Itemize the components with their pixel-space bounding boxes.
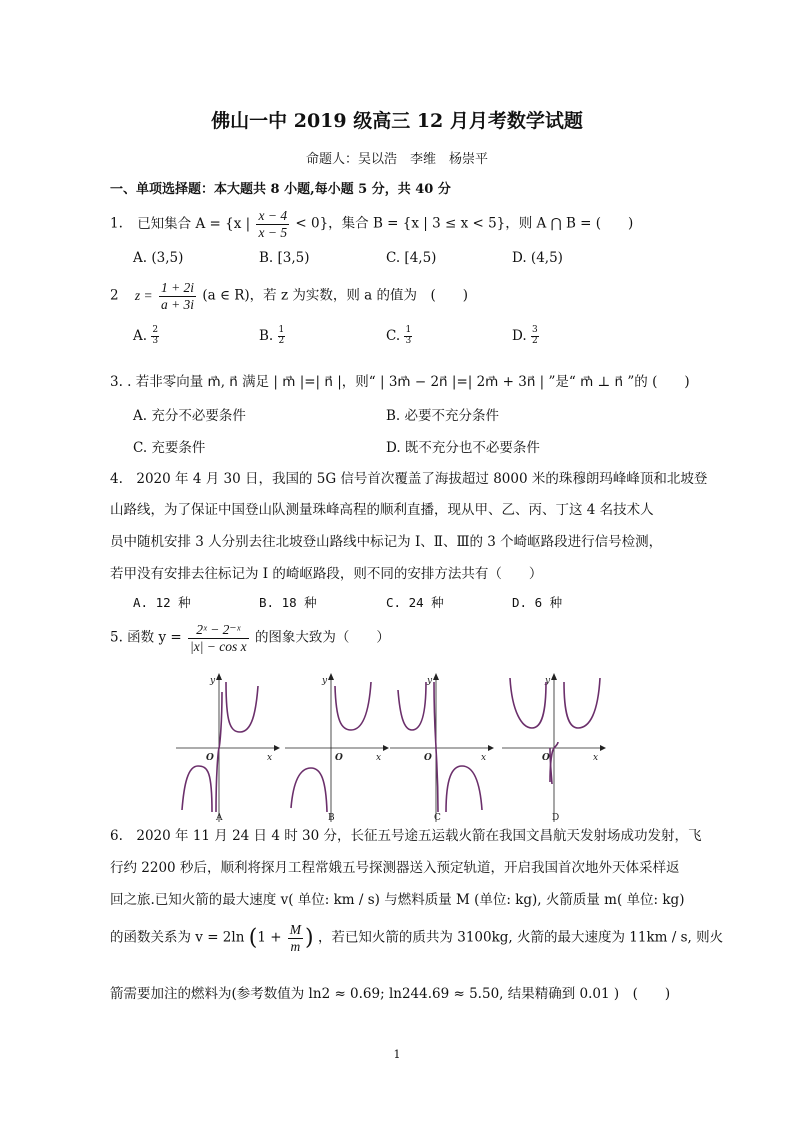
q4-option-a: A. 12 种 (133, 595, 191, 610)
q3-option-d: D. 既不充分也不必要条件 (386, 440, 540, 456)
page-title: 佛山一中 2019 级高三 12 月月考数学试题 (211, 110, 583, 132)
q2-option-c (386, 326, 412, 347)
graph-d-curve-right (564, 678, 600, 728)
graph-b-origin: O (335, 753, 343, 763)
q3-option-c: C. 充要条件 (133, 440, 206, 456)
question-2 (110, 280, 468, 312)
graph-a (176, 672, 280, 822)
question-4-line-1: 4. 2020 年 4 月 30 日，我国的 5G 信号首次覆盖了海拔超过 8000 米的珠穆朗玛峰峰顶和北坡登 (110, 471, 708, 487)
question-6-line-4: 的函数关系为 v = 2ln (1 + $\frac{M}{m}$ ) ，若已知火箭的质共为 3100kg, 火箭的最大速度为 11km / s, 则火 (110, 922, 724, 954)
q2-d-den: 2 (531, 335, 538, 346)
q2-option-c-frac (404, 326, 412, 347)
q6-frac-numerator: M (289, 922, 302, 937)
q2-c-den: 3 (405, 335, 412, 346)
q2-d-num: 3 (531, 325, 538, 335)
q1-number: 1. (110, 215, 123, 232)
graph-a-curve-right (226, 682, 258, 732)
q2-c-num: 1 (405, 325, 412, 335)
graph-c-letter: C (434, 813, 441, 822)
q5-fraction (188, 622, 249, 654)
q5-frac-denominator: |x| − cos x (190, 638, 247, 654)
graph-d-curve-left (510, 678, 546, 728)
q2-a-den: 3 (152, 335, 159, 346)
graph-b-letter: B (328, 813, 335, 822)
q1-option-d: D. (4,5) (512, 250, 563, 266)
question-1 (110, 208, 633, 240)
q2-fraction (159, 280, 196, 312)
q5-text-b: 的图象大致为（ ） (254, 629, 390, 646)
q1-option-a: A. (3,5) (133, 250, 184, 266)
question-4-line-4: 若甲没有安排去往标记为 Ⅰ 的崎岖路段，则不同的安排方法共有（ ） (110, 566, 543, 582)
question-4-line-3: 员中随机安排 3 人分别去往北坡登山路线中标记为 Ⅰ、Ⅱ、Ⅲ的 3 个崎岖路段进行信号检测， (110, 534, 663, 550)
q1-frac-numerator: x − 4 (258, 208, 288, 223)
graph-d-x-label: x (593, 753, 599, 763)
q5-frac-numerator: 2ˣ − 2⁻ˣ (188, 622, 249, 639)
q2-option-b (259, 326, 285, 347)
question-6-line-3: 回之旅.已知火箭的最大速度 v( 单位: km / s) 与燃料质量 M (单位: kg), 火箭质量 m( 单位: kg) (110, 892, 685, 908)
q2-text-a: z = (134, 287, 153, 303)
q3-option-a: A. 充分不必要条件 (133, 408, 246, 424)
graph-b-curve-right (335, 682, 371, 730)
q2-b-num: 1 (278, 325, 285, 335)
q3-option-b: B. 必要不充分条件 (386, 408, 500, 424)
question-4-line-2: 山路线，为了保证中国登山队测量珠峰高程的顺利直播，现从甲、乙、丙、丁这 4 名技术人 (110, 502, 654, 518)
graph-c-y-label: y (427, 676, 433, 686)
graph-c-x-label: x (481, 753, 487, 763)
graph-a-letter: A (216, 813, 223, 822)
question-6-line-5: 箭需要加注的燃料为(参考数值为 ln2 ≈ 0.69; ln244.69 ≈ 5.50, 结果精确到 0.01 ) ( ) (110, 986, 671, 1002)
q2-frac-numerator: 1 + 2i (160, 280, 195, 295)
graph-b-x-label: x (376, 753, 382, 763)
graph-d-y-label: y (545, 676, 551, 686)
q4-option-d: D. 6 种 (512, 595, 563, 610)
q1-frac-denominator: x − 5 (258, 224, 288, 240)
graph-d-origin: O (542, 753, 550, 763)
q5-text-a: 5. 函数 y = (110, 629, 182, 646)
authors-line: 命题人：吴以浩 李维 杨崇平 (305, 152, 488, 167)
question-6-line-1: 6. 2020 年 11 月 24 日 4 时 30 分，长征五号途五运载火箭在我国文昌航天发射场成功发射，飞 (110, 828, 702, 844)
q2-text-b: (a ∈ R)，若 z 为实数，则 a 的值为 ( ) (202, 287, 469, 304)
graph-a-y-label: y (210, 676, 216, 686)
graph-c-origin: O (424, 753, 432, 763)
q6-frac-denominator: m (290, 938, 301, 954)
q2-number: 2 (110, 287, 119, 304)
q2-a-num: 2 (152, 325, 159, 335)
q6-line4-text-b: ，若已知火箭的质共为 3100kg, 火箭的最大速度为 11km / s, 则火 (317, 929, 724, 946)
graph-b-y-label: y (322, 676, 328, 686)
question-5 (110, 622, 390, 654)
q2-option-d (512, 326, 539, 347)
q1-text-a: 已知集合 A = {x | (137, 215, 251, 232)
q2-option-a-frac (151, 326, 159, 347)
q2-option-c-label: C. (386, 327, 401, 344)
graph-c (390, 672, 494, 822)
graph-b (285, 672, 389, 822)
graph-c-curve-right (446, 766, 482, 812)
question-6-line-2: 行约 2200 秒后，顺利将探月工程常娥五号探测器送入预定轨道，开启我国首次地外天体采样返 (110, 860, 680, 876)
q2-b-den: 2 (278, 335, 285, 346)
q2-option-d-label: D. (512, 327, 527, 344)
graph-a-x-label: x (267, 753, 273, 763)
section-heading: 一、单项选择题：本大题共 8 小题,每小题 5 分，共 40 分 (110, 182, 451, 197)
q1-text-b: < 0}，集合 B = {x | 3 ≤ x < 5}，则 A ⋂ B = ( ) (295, 215, 634, 232)
q2-option-b-label: B. (259, 327, 274, 344)
q1-option-c: C. [4,5) (386, 250, 437, 266)
q2-option-d-frac (531, 326, 539, 347)
q4-option-c: C. 24 种 (386, 595, 444, 610)
q1-fraction (256, 208, 289, 240)
q6-line4-text-a: 的函数关系为 v = 2ln (110, 929, 245, 946)
q2-frac-denominator: a + 3i (160, 296, 195, 312)
graph-a-origin: O (206, 753, 214, 763)
graph-b-curve-left (291, 768, 327, 812)
q2-option-a-label: A. (133, 327, 148, 344)
page-number: 1 (393, 1048, 401, 1061)
graph-d (502, 672, 606, 822)
graph-a-curve-left (182, 766, 212, 812)
question-3: 3. . 若非零向量 m⃗, n⃗ 满足 | m⃗ |=| n⃗ |，则“ | 3m⃗ − 2n⃗ |=| 2m⃗ + 3n⃗ | ”是“ m⃗ ⊥ n⃗ ”的 ( ) (110, 374, 690, 390)
q4-option-b: B. 18 种 (259, 595, 317, 610)
q2-option-a (133, 326, 159, 347)
q6-fraction (288, 922, 303, 954)
q1-option-b: B. [3,5) (259, 250, 310, 266)
graph-c-curve-left (398, 682, 426, 730)
q2-option-b-frac (278, 326, 286, 347)
graph-d-letter: D (552, 813, 560, 822)
